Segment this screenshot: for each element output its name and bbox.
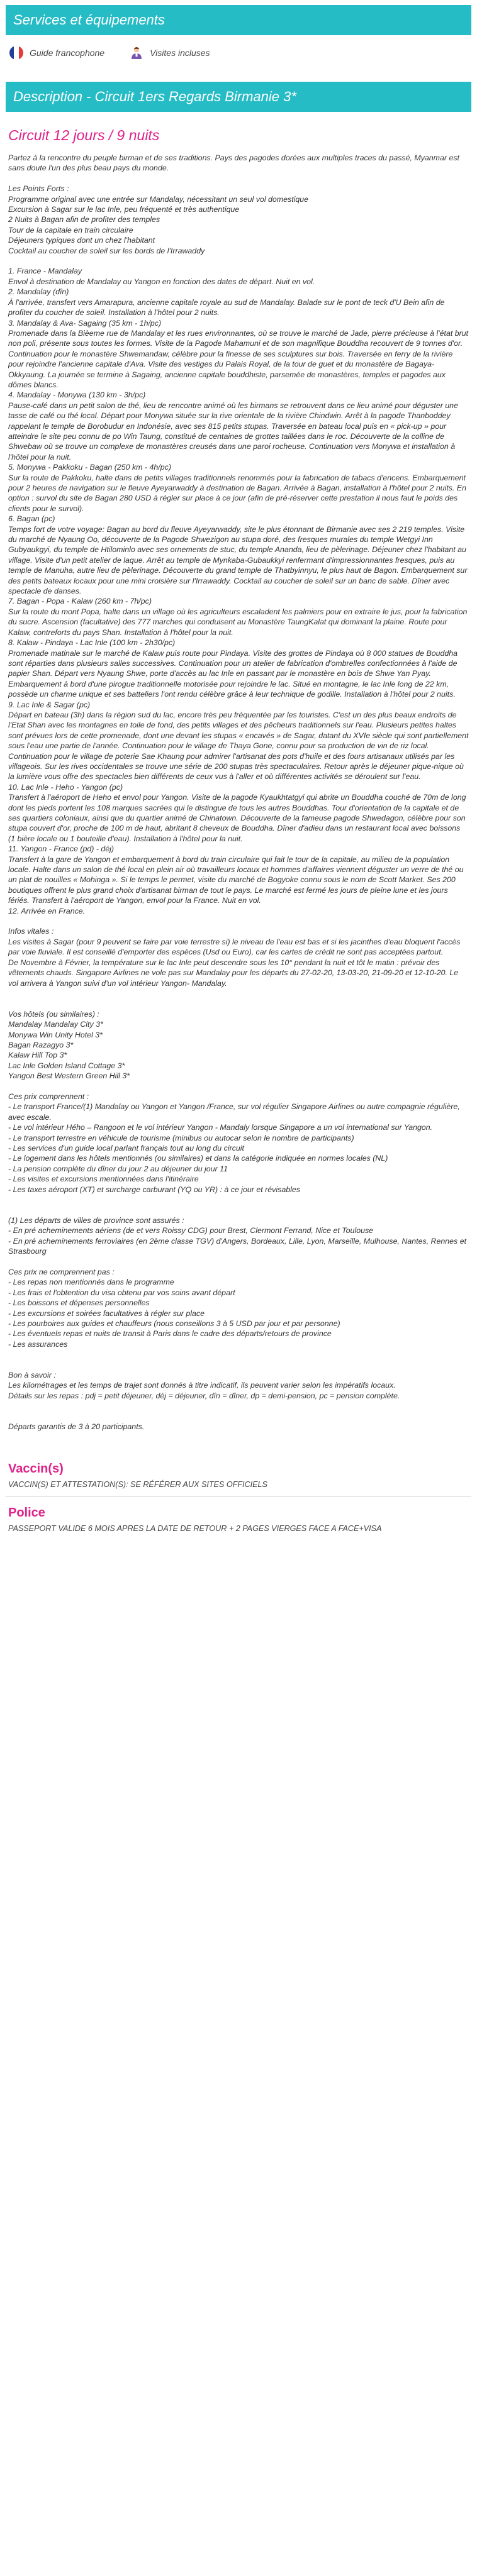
services-header	[6, 5, 471, 35]
vaccins-section	[8, 1462, 471, 1489]
police-title: Police	[8, 1506, 45, 1520]
description-header	[6, 82, 471, 112]
service-item-guide	[9, 46, 104, 60]
police-section	[8, 1506, 471, 1533]
divider	[6, 1496, 471, 1497]
services-title: Services et équipements	[13, 12, 165, 28]
description-title: Description - Circuit 1ers Regards Birmanie 3*	[13, 89, 296, 104]
vaccins-text: VACCIN(S) ET ATTESTATION(S): SE RÉFÉRER AUX SITES OFFICIELS	[8, 1480, 267, 1490]
service-item-visits	[130, 46, 210, 60]
vaccins-title: Vaccin(s)	[8, 1462, 64, 1476]
circuit-title: Circuit 12 jours / 9 nuits	[8, 127, 160, 143]
service-label: Visites incluses	[150, 48, 210, 58]
police-text: PASSEPORT VALIDE 6 MOIS APRES LA DATE DE RETOUR + 2 PAGES VIERGES FACE A FACE+VISA	[8, 1524, 382, 1534]
description-body	[8, 153, 469, 1432]
services-list	[6, 35, 471, 70]
guide-person-icon	[130, 46, 143, 60]
service-label: Guide francophone	[30, 48, 105, 58]
page	[6, 5, 471, 1533]
description-text: Partez à la rencontre du peuple birman et de ses traditions. Pays des pagodes dorées aux multiples traces du passé, Myanmar est sans doute l'un des plus beau pays du monde. Les Points Forts : Programme original avec une entrée sur Mandalay, nécessitant un seul vol domestique Excursion à Sagar sur le lac Inle, peu fréquenté et très authentique 2 Nuits à Bagan afin de profiter des temples Tour de la capitale en train circulaire Déjeuners typiques dont un chez l'habitant Cocktail au coucher de soleil sur les bords de l'Irrawaddy 1. France - Mandalay Envol à destination de Mandalay ou Yangon en fonction des dates de départ. Nuit en vol. 2. Mandalay (dîn) À l'arrivée, transfert vers Amarapura, ancienne capitale royale au sud de Mandalay. Balade sur le pont de teck d'U Bein afin de profiter du coucher de soleil. Installation à l'hôtel pour 2 nuits. 3. Mandalay & Ava- Sagaing (35 km - 1h/pc) Promenade dans la Bièeme rue de Mandalay et les rues environnantes, où se trouve le marché de Jade, pierre précieuse à l'état brut non poli, présente sous toutes les formes. Visite de la Pagode Mahamuni et de son magnifique Bouddha recouvert de 9 tonnes d'or. Continuation pour le monastère Shwemandaw, célèbre pour la finesse de ses sculptures sur bois. Traversée en ferry de la rivière pour rejoindre l'ancienne capitale d'Ava. Visite des vestiges du Palais Royal, de la tour de guet et du monastère de Bagaya-Okkyaung. La journée se termine à Sagaing, ancienne capitale bouddhiste, parsemée de monastères, temples et pagodes aux dômes blancs. 4. Mandalay - Monywa (130 km - 3h/pc) Pause-café dans un petit salon de thé, lieu de rencontre animé où les birmans se retrouvent dans ce lieu animé pour déguster une tasse de café ou thé local. Départ pour Monywa située sur la rive orientale de la rivière Chindwin. Arrêt à la pagode Thanboddey rappelant le temple de Borobudur en Indonésie, avec ses 815 petits stupas. Traversée en bateau local puis en « pick-up » pour atteindre le site peu connu de po Win Taung, constitué de centaines de grottes taillées dans le roc. Découverte de la colline de Shwebaw où se trouve un complexe de monastères creusés dans une paroi rocheuse. Continuation vers Monywa et installation à l'hôtel pour la nuit. 5. Monywa - Pakkoku - Bagan (250 km - 4h/pc) Sur la route de Pakkoku, halte dans de petits villages traditionnels renommés pour la fabrication de tabacs d'encens. Embarquement pour 2 heures de navigation sur le fleuve Ayeyarwaddy à destination de Bagan. Arrivée à Bagan, installation à l'hôtel pour 2 nuits. En option : survol du site de Bagan 280 USD à régler sur place à ce jour (afin de pré-réserver cette prestation il nous faut le poids des clients pour le survol). 6. Bagan (pc) Temps fort de votre voyage: Bagan au bord du fleuve Ayeyarwaddy, site le plus étonnant de Birmanie avec ses 2 219 temples. Visite du marché de Nyaung Oo, découverte de la Pagode Shwezigon au stupa doré, des fresques murales du temple Wetgyi Inn Gubyaukgyi, du temple de Htilominlo avec ses ornements de stuc, du temple Ananda, lieu de pèlerinage. Déjeuner chez l'habitant au village. Visite d'un petit atelier de laque. Arrêt au temple de Mynkaba-Gubaukkyi renfermant d'impressionnantes fresques, puis au temple de Manuha, autre lieu de pèlerinage. Découverte du grand temple de Thatbyinnyu, le plus haut de Bagon. Embarquement sur des petits bateaux locaux pour une mini croisière sur l'Irrawaddy. Cocktail au coucher de soleil sur un banc de sable. Dîner avec spectacle de danses. 7. Bagan - Popa - Kalaw (260 km - 7h/pc) Sur la route du mont Popa, halte dans un village où les agriculteurs escaladent les palmiers pour en extraire le jus, pour la fabrication du sucre. Ascension (facultative) des 777 marches qui conduisent au Monastère TaungKalat qui dominant la plaine. Route pour Kalaw, contreforts du pays Shan. Installation à l'hôtel pour la nuit. 8. Kalaw - Pindaya - Lac Inle (100 km - 2h30/pc) Promenade matinale sur le marché de Kalaw puis route pour Pindaya. Visite des grottes de Pindaya où 8 000 statues de Bouddha sont réparties dans plusieurs salles successives. Continuation pour un atelier de fabrication d'ombrelles confectionnées à l'aide de papier Shan. Départ vers Nyaung Shwe, porte d'accès au lac Inle en passant par le monastère en bois de Shwe Yan Pyay. Embarquement à bord d'une pirogue traditionnelle motorisée pour rejoindre le lac. Situé en montagne, le lac Inle long de 22 km, possède un charme unique et ses batteliers l'ont rendu célèbre grâce à leur technique de godille. Installation à l'hôtel pour 2 nuits. 9. Lac Inle & Sagar (pc) Départ en bateau (3h) dans la région sud du lac, encore très peu fréquentée par les touristes. C'est un des plus beaux endroits de l'Etat Shan avec les montagnes en toile de fond, des petits villages et des pêcheurs traditionnels sur l'eau. Plusieurs petites haltes sont prévues lors de cette promenade, dont une devant les stupas « encavés » de Sagar, datant du XVIe siècle qui sont partiellement sous l'eau une partie de l'année. Continuation pour le village de Thaya Gone, connu pour sa production de vin de riz local. Continuation pour le village de poterie Sae Khaung pour admirer l'artisanat des pots d'huile et des fours artisanaux utilisés par les villageois. Sur les rives occidentales se trouve une série de 200 stupas très spectaculaires. Retour après le déjeuner pique-nique où la lumière vous offre des spectacles bien différents de ceux vus à l'aller et où différentes activités se déroulent sur l'eau. 10. Lac Inle - Heho - Yangon (pc) Transfert à l'aéroport de Heho et envol pour Yangon. Visite de la pagode Kyaukhtatgyi qui abrite un Bouddha couché de 70m de long dont les pieds portent les 108 marques sacrées qui le distingue de tous les autres Bouddhas. Tour d'orientation de la capitale et de ses quartiers coloniaux, ainsi que du quartier animé de Chinatown. Découverte de la fameuse pagode Shwedagon, célèbre pour son stupa couvert d'or, proche de 100 m de haut, abritant 8 cheveux de Bouddha. Dîner d'adieu dans un restaurant local avec boissons (1 bière locale ou 1 bouteille d'eau). Installation à l'hôtel pour la nuit. 11. Yangon - France (pd) - déj) Transfert à la gare de Yangon et embarquement à bord du train circulaire qui fait le tour de la capitale, au milieu de la population locale. Halte dans un salon de thé local en plein air où travailleurs locaux et hommes d'affaires viennent déguster un verre de thé ou un plat de nouilles « Mohinga ». Si le temps le permet, visite du marché de Bogyoke connu sous le nom de Scott Market. Ses 200 boutiques offrent le plus grand choix d'artisanat birman de tout le pays. Le marché est fermé les jours de pleine lune et les jours fériés. Transfert à l'aéroport de Yangon, envol pour la France. Nuit en vol. 12. Arrivée en France. Infos vitales : Les visites à Sagar (pour 9 peuvent se faire par voie terrestre si) le niveau de l'eau est bas et si les jacinthes d'eau bloquent l'accès par voie fluviale. Il est conseillé d'emporter des espèces (Usd ou Euro), car les cartes de crédit ne sont pas acceptées partout. De Novembre à Février, la température sur le lac Inle peut descendre sous les 10° pendant la nuit et tôt le matin : prévoir des vêtements chauds. Singapore Airlines ne vole pas sur Mandalay pour les départs du 27-02-20, 13-03-20, 21-09-20 et 12-10-20. Le vol arrivera à Yangon suivi d'un vol intérieur Yangon- Mandalay. Vos hôtels (ou similaires) : Mandalay Mandalay City 3* Monywa Win Unity Hotel 3* Bagan Razagyo 3* Kalaw Hill Top 3* Lac Inle Golden Island Cottage 3* Yangon Best Western Green Hill 3* Ces prix comprennent : - Le transport France/(1) Mandalay ou Yangon et Yangon /France, sur vol régulier Singapore Airlines ou autre compagnie régulière, avec escale. - Le vol intérieur Hého – Rangoon et le vol intérieur Yangon - Mandaly lorsque Singapore a un vol international sur Yangon. - Le transport terrestre en véhicule de tourisme (minibus ou autocar selon le nombre de participants) - Les services d'un guide local parlant français tout au long du circuit - Le logement dans les hôtels mentionnés (ou similaires) et dans la catégorie indiquée en normes locales (NL) - La pension complète du dîner du jour 2 au déjeuner du jour 11 - Les visites et excursions mentionnées dans l'itinéraire - Les taxes aéroport (XT) et surcharge carburant (YQ ou YR) : à ce jour et révisables (1) Les départs de villes de province sont assurés : - En pré acheminements aériens (de et vers Roissy CDG) pour Brest, Clermont Ferrand, Nice et Toulouse - En pré acheminements ferroviaires (en 2ème classe TGV) d'Angers, Bordeaux, Lille, Lyon, Marseille, Mulhouse, Nantes, Rennes et Strasbourg Ces prix ne comprennent pas : - Les repas non mentionnés dans le programme - Les frais et l'obtention du visa obtenu par vos soins avant départ - Les boissons et dépenses personnelles - Les excursions et soirées facultatives à régler sur place - Les pourboires aux guides et chauffeurs (nous conseillons 3 à 5 USD par jour et par personne) - Les éventuels repas et nuits de transit à Paris dans le cadre des départs/retours de province - Les assurances Bon à savoir : Les kilométrages et les temps de trajet sont donnés à titre indicatif, ils peuvent varier selon les impératifs locaux. Détails sur les repas : pdj = petit déjeuner, déj = déjeuner, dîn = dîner, dp = demi-pension, pc = pension complète. Départs garantis de 3 à 20 participants.	[8, 153, 469, 1431]
french-flag-icon	[9, 46, 23, 60]
